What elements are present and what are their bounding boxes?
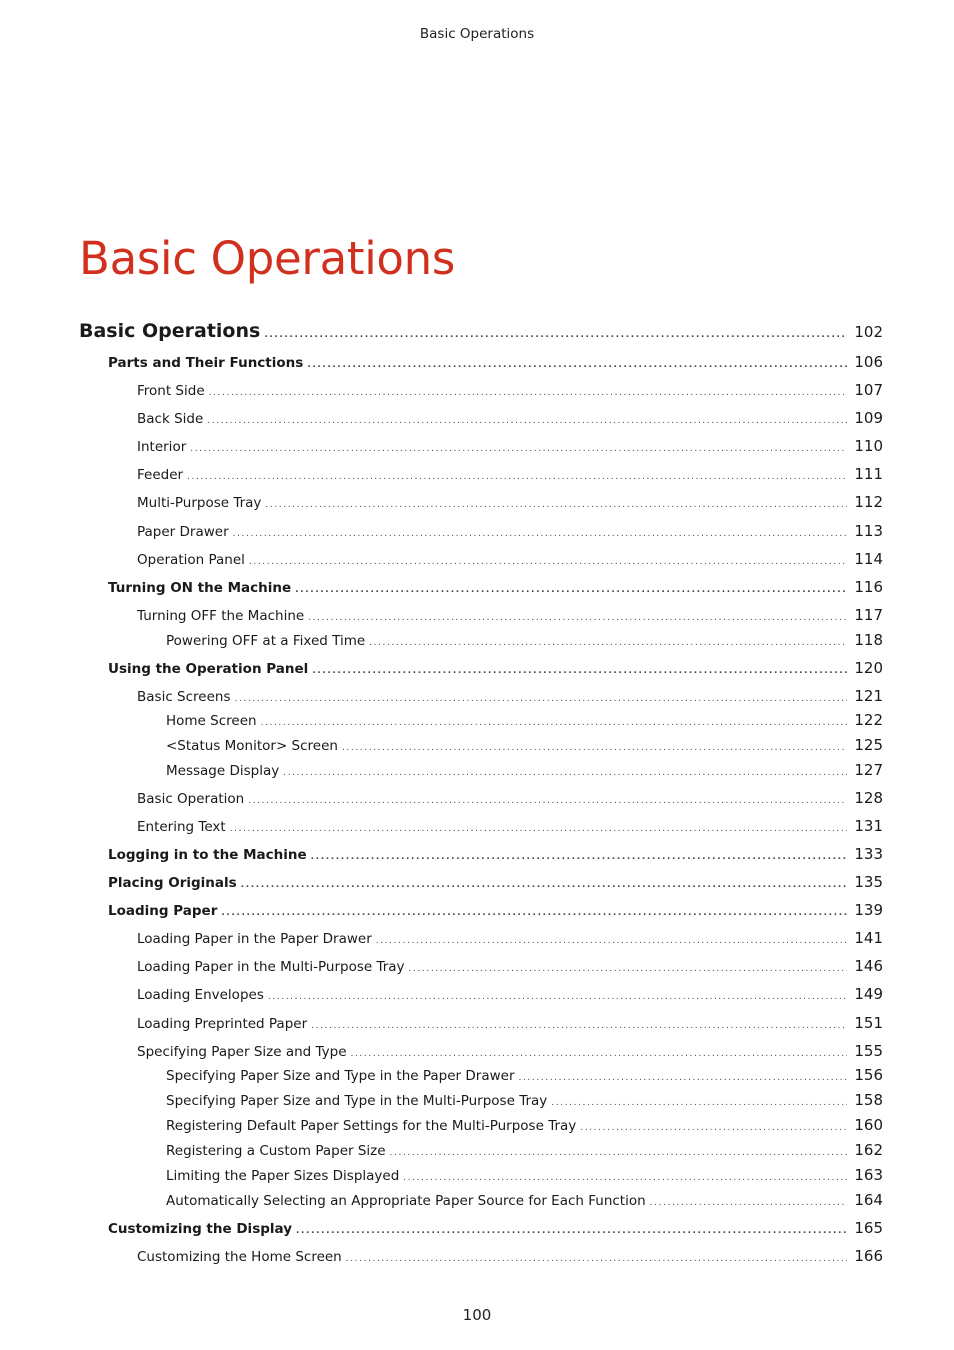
toc-entry-label: Specifying Paper Size and Type in the Paper Drawer <box>166 1068 515 1084</box>
toc-leader <box>209 388 847 398</box>
toc-leader <box>248 796 847 806</box>
toc-entry-label: Loading Paper <box>108 903 218 919</box>
toc-entry-page: 102 <box>854 323 883 341</box>
toc-entry-label: Basic Operation <box>137 791 245 807</box>
toc-entry[interactable] <box>137 522 883 540</box>
toc-entry[interactable] <box>137 381 883 399</box>
toc-entry-page: 118 <box>854 631 883 649</box>
toc-leader <box>308 613 847 623</box>
page-title: Basic Operations <box>79 232 456 285</box>
toc-entry-page: 114 <box>854 550 883 568</box>
toc-leader <box>342 743 847 753</box>
toc-entry-label: <Status Monitor> Screen <box>166 738 338 754</box>
toc-entry-label: Message Display <box>166 763 280 779</box>
toc-entry-label: Registering a Custom Paper Size <box>166 1143 386 1159</box>
toc-entry-page: 107 <box>854 381 883 399</box>
toc-entry-label: Turning ON the Machine <box>108 580 292 596</box>
toc-entry[interactable] <box>166 711 883 729</box>
toc-entry[interactable] <box>137 437 883 455</box>
page-number: 100 <box>462 1306 492 1324</box>
toc-entry[interactable] <box>166 1091 883 1109</box>
toc-leader <box>233 529 847 539</box>
toc-entry-label: Customizing the Display <box>108 1221 293 1237</box>
toc-entry-label: Paper Drawer <box>137 524 229 540</box>
toc-entry-label: Logging in to the Machine <box>108 847 307 863</box>
toc-leader <box>264 330 847 340</box>
toc-entry[interactable] <box>137 606 883 624</box>
toc-entry-page: 158 <box>854 1091 883 1109</box>
toc-entry-page: 135 <box>854 873 883 891</box>
toc-entry[interactable] <box>137 409 883 427</box>
toc-entry[interactable] <box>137 817 883 835</box>
toc-entry[interactable] <box>137 687 883 705</box>
toc-entry-page: 141 <box>854 929 883 947</box>
toc-entry[interactable] <box>108 659 883 677</box>
toc-leader <box>390 1148 847 1158</box>
toc-leader <box>580 1123 847 1133</box>
toc-entry-label: Interior <box>137 439 187 455</box>
toc-leader <box>249 557 847 567</box>
toc-entry-page: 165 <box>854 1219 883 1237</box>
toc-entry-label: Loading Envelopes <box>137 987 264 1003</box>
toc-entry[interactable] <box>137 985 883 1003</box>
toc-leader <box>268 992 847 1002</box>
toc-entry-label: Specifying Paper Size and Type <box>137 1044 347 1060</box>
toc-leader <box>234 694 847 704</box>
toc-entry-page: 162 <box>854 1141 883 1159</box>
toc-entry-page: 160 <box>854 1116 883 1134</box>
toc-entry[interactable] <box>166 1116 883 1134</box>
toc-entry[interactable] <box>137 929 883 947</box>
toc-entry[interactable] <box>108 845 883 863</box>
toc-leader <box>346 1254 847 1264</box>
toc-leader <box>403 1173 847 1183</box>
toc-entry-label: Customizing the Home Screen <box>137 1249 342 1265</box>
toc-entry[interactable] <box>137 465 883 483</box>
toc-leader <box>296 1226 847 1236</box>
toc-entry-label: Powering OFF at a Fixed Time <box>166 633 366 649</box>
toc-entry[interactable] <box>166 736 883 754</box>
toc-entry-page: 139 <box>854 901 883 919</box>
toc-leader <box>307 360 847 370</box>
toc-leader <box>311 852 847 862</box>
toc-entry-page: 128 <box>854 789 883 807</box>
toc-leader <box>351 1049 847 1059</box>
toc-entry[interactable] <box>137 1042 883 1060</box>
toc-entry-page: 122 <box>854 711 883 729</box>
toc-entry[interactable] <box>166 1066 883 1084</box>
toc-entry-page: 155 <box>854 1042 883 1060</box>
toc-entry-label: Multi-Purpose Tray <box>137 495 262 511</box>
toc-entry-page: 116 <box>854 578 883 596</box>
toc-entry-page: 121 <box>854 687 883 705</box>
toc-entry-label: Home Screen <box>166 713 257 729</box>
toc-entry-label: Limiting the Paper Sizes Displayed <box>166 1168 400 1184</box>
toc-leader <box>369 638 847 648</box>
toc-entry[interactable] <box>108 578 883 596</box>
toc-leader <box>241 880 847 890</box>
toc-entry[interactable] <box>137 550 883 568</box>
toc-leader <box>187 472 847 482</box>
toc-leader <box>409 964 847 974</box>
toc-entry[interactable] <box>166 1166 883 1184</box>
toc-leader <box>376 936 847 946</box>
toc-entry[interactable] <box>166 761 883 779</box>
toc-entry-label: Specifying Paper Size and Type in the Multi-Purpose Tray <box>166 1093 548 1109</box>
toc-entry-page: 112 <box>854 493 883 511</box>
toc-entry-label: Front Side <box>137 383 205 399</box>
toc-entry-page: 109 <box>854 409 883 427</box>
toc-entry-page: 133 <box>854 845 883 863</box>
toc-leader <box>312 666 847 676</box>
toc-entry[interactable] <box>137 957 883 975</box>
toc-leader <box>265 500 847 510</box>
toc-entry-label: Operation Panel <box>137 552 245 568</box>
toc-entry[interactable] <box>137 789 883 807</box>
toc-entry-page: 146 <box>854 957 883 975</box>
toc-entry-page: 117 <box>854 606 883 624</box>
toc-entry-page: 149 <box>854 985 883 1003</box>
toc-entry[interactable] <box>137 1014 883 1032</box>
toc-entry-label: Basic Operations <box>79 320 261 342</box>
toc-leader <box>207 416 847 426</box>
toc-leader <box>519 1073 848 1083</box>
toc-entry-page: 151 <box>854 1014 883 1032</box>
toc-entry[interactable] <box>166 1191 883 1209</box>
toc-entry[interactable] <box>79 320 883 342</box>
running-header: Basic Operations <box>419 26 535 42</box>
toc-entry-page: 131 <box>854 817 883 835</box>
toc-entry-page: 125 <box>854 736 883 754</box>
toc-entry[interactable] <box>137 493 883 511</box>
toc-entry-label: Loading Preprinted Paper <box>137 1016 308 1032</box>
toc-entry-label: Loading Paper in the Multi-Purpose Tray <box>137 959 405 975</box>
toc-entry[interactable] <box>108 901 883 919</box>
toc-leader <box>230 824 847 834</box>
toc-entry-label: Loading Paper in the Paper Drawer <box>137 931 372 947</box>
toc-leader <box>650 1198 847 1208</box>
toc-leader <box>551 1098 847 1108</box>
toc-entry-page: 164 <box>854 1191 883 1209</box>
toc-entry-label: Back Side <box>137 411 204 427</box>
toc-leader <box>221 908 847 918</box>
toc-entry-page: 113 <box>854 522 883 540</box>
toc-leader <box>261 718 847 728</box>
toc-leader <box>283 768 847 778</box>
toc-entry-label: Using the Operation Panel <box>108 661 309 677</box>
toc-entry-page: 106 <box>854 353 883 371</box>
toc-entry-page: 120 <box>854 659 883 677</box>
toc-entry-page: 166 <box>854 1247 883 1265</box>
toc-entry-page: 110 <box>854 437 883 455</box>
toc-entry-label: Parts and Their Functions <box>108 355 304 371</box>
toc-entry-page: 111 <box>854 465 883 483</box>
toc-entry-label: Registering Default Paper Settings for the Multi-Purpose Tray <box>166 1118 577 1134</box>
toc-entry-label: Entering Text <box>137 819 226 835</box>
toc-entry-page: 127 <box>854 761 883 779</box>
toc-entry-page: 156 <box>854 1066 883 1084</box>
toc-entry[interactable] <box>108 353 883 371</box>
toc-entry-label: Placing Originals <box>108 875 237 891</box>
toc-entry-label: Basic Screens <box>137 689 231 705</box>
toc-entry-page: 163 <box>854 1166 883 1184</box>
toc-entry[interactable] <box>137 1247 883 1265</box>
toc-leader <box>190 444 847 454</box>
toc-leader <box>311 1021 847 1031</box>
toc-entry[interactable] <box>166 631 883 649</box>
toc-entry[interactable] <box>108 1219 883 1237</box>
toc-entry-label: Automatically Selecting an Appropriate Paper Source for Each Function <box>166 1193 646 1209</box>
toc-entry-label: Turning OFF the Machine <box>137 608 305 624</box>
toc-entry-label: Feeder <box>137 467 184 483</box>
toc-leader <box>295 585 847 595</box>
toc-entry[interactable] <box>108 873 883 891</box>
toc-entry[interactable] <box>166 1141 883 1159</box>
